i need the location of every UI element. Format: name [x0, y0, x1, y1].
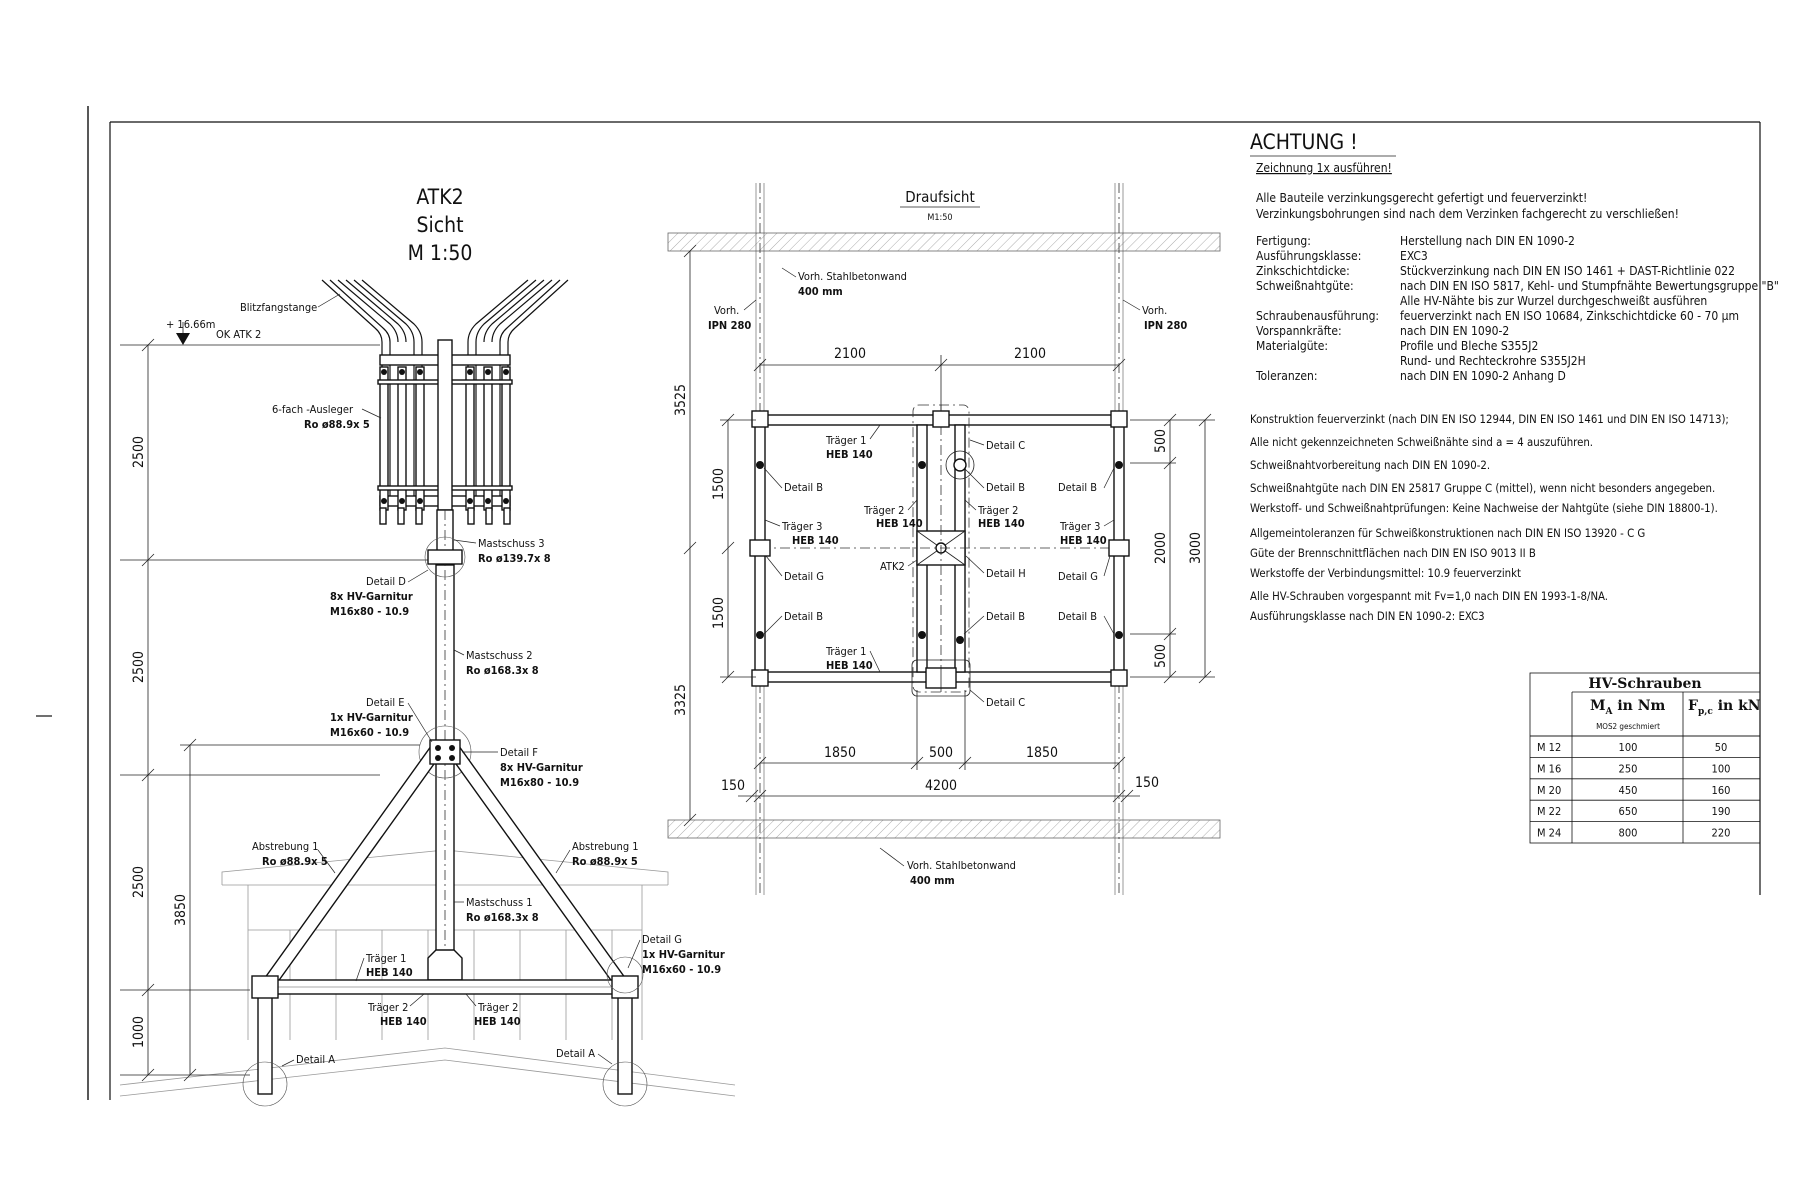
bolt-table	[1530, 673, 1761, 843]
label-mastschuss-2: Mastschuss 2	[466, 649, 533, 662]
label-detail-b-1: Detail B	[784, 481, 824, 494]
spec-label: Ausführungsklasse:	[1256, 249, 1362, 263]
side-view-annotations	[240, 294, 725, 1066]
label-traeger-3-left-size: HEB 140	[792, 534, 839, 547]
side-view-subtitle: Sicht	[416, 213, 464, 237]
general-note: Werkstoffe der Verbindungsmittel: 10.9 feuerverzinkt	[1250, 567, 1521, 580]
plan-frame	[750, 405, 1129, 696]
label-atk2: ATK2	[880, 560, 905, 573]
label-traeger-2-right-size: HEB 140	[978, 517, 1025, 530]
label-wall-top-mm: 400 mm	[798, 285, 843, 298]
bolt-table-fp-head: $F_{p,c}$ in kN	[1688, 698, 1761, 717]
outrigger-6-fold	[378, 340, 512, 524]
label-traeger-2-right: Träger 2	[978, 504, 1019, 517]
bolt-table-title: HV-Schrauben	[1588, 676, 1702, 692]
general-note: Schweißnahtvorbereitung nach DIN EN 1090-2.	[1250, 459, 1491, 472]
dim-bottom-150-right: 150	[1134, 775, 1160, 791]
dim-bottom-1850-left: 1850	[823, 745, 857, 761]
label-detail-f-b: M16x80 - 10.9	[500, 776, 580, 789]
spec-label: Schweißnahtgüte:	[1256, 279, 1354, 293]
side-view-scale: M 1:50	[407, 241, 473, 265]
label-traeger-3-right-size: HEB 140	[1060, 534, 1107, 547]
label-detail-g-left: Detail G	[784, 570, 824, 583]
dim-bottom-1850-right: 1850	[1025, 745, 1059, 761]
side-view	[120, 185, 735, 1106]
label-detail-b-6: Detail B	[1058, 610, 1098, 623]
label-detail-b-3: Detail B	[1058, 481, 1098, 494]
bolt-table-ma-note: MOS2 geschmiert	[1596, 722, 1660, 731]
spec-value: nach DIN EN 1090-2	[1400, 324, 1510, 338]
bolt-table-rows	[1530, 736, 1760, 840]
label-wall-top: Vorh. Stahlbetonwand	[798, 270, 907, 283]
dim-right-500-b: 500	[1153, 643, 1169, 669]
general-note: Ausführungsklasse nach DIN EN 1090-2: EXC3	[1250, 610, 1485, 623]
label-abstrebung-right-size: Ro ø88.9x 5	[572, 855, 638, 868]
dim-top-right: 2100	[1013, 346, 1047, 362]
label-detail-e-a: 1x HV-Garnitur	[330, 711, 413, 724]
bolt-table-ma-head: $M_A$ in Nm	[1590, 698, 1666, 717]
label-traeger-1-top: Träger 1	[826, 434, 867, 447]
label-traeger-2-right-size: HEB 140	[474, 1015, 521, 1028]
spec-label: Zinkschichtdicke:	[1256, 264, 1350, 278]
label-traeger-3-right: Träger 3	[1060, 520, 1101, 533]
general-note: Alle HV-Schrauben vorgespannt mit Fv=1,0 nach DIN EN 1993-1-8/NA.	[1250, 590, 1609, 603]
spec-value: nach DIN EN 1090-2 Anhang D	[1400, 369, 1566, 383]
dim-bottom-4200: 4200	[924, 778, 958, 794]
level-name: OK ATK 2	[216, 328, 262, 341]
label-mastschuss-3-size: Ro ø139.7x 8	[478, 552, 551, 565]
spec-value: Alle HV-Nähte bis zur Wurzel durchgeschweißt ausführen	[1400, 294, 1708, 308]
level-value: + 16.66m	[166, 318, 216, 331]
dim-right-2000: 2000	[1153, 531, 1169, 565]
label-detail-c-top: Detail C	[986, 439, 1026, 452]
label-detail-g: Detail G	[642, 933, 682, 946]
label-detail-g-right: Detail G	[1058, 570, 1098, 583]
notes-list	[1250, 413, 1729, 623]
general-note: Güte der Brennschnittflächen nach DIN EN ISO 9013 II B	[1250, 547, 1536, 560]
spec-label: Toleranzen:	[1256, 369, 1318, 383]
label-ausleger: 6-fach -Ausleger	[272, 403, 354, 416]
bolt-ma-cell: 800	[1618, 826, 1638, 840]
dim-right-3000: 3000	[1188, 531, 1204, 565]
dim-2500-c: 2500	[131, 865, 147, 899]
label-vorh-left: Vorh.	[714, 304, 740, 317]
general-note: Konstruktion feuerverzinkt (nach DIN EN ISO 12944, DIN EN ISO 1461 und DIN EN ISO 14713);	[1250, 413, 1729, 426]
label-detail-e: Detail E	[366, 696, 405, 709]
achtung-subtitle: Zeichnung 1x ausführen!	[1256, 161, 1392, 175]
label-detail-c-bottom: Detail C	[986, 696, 1026, 709]
label-detail-a-right: Detail A	[556, 1047, 596, 1060]
bolt-fp-cell: 50	[1714, 741, 1728, 754]
label-mastschuss-1-size: Ro ø168.3x 8	[466, 911, 539, 924]
general-note: Allgemeintoleranzen für Schweißkonstruktionen nach DIN EN ISO 13920 - C G	[1250, 527, 1646, 540]
plan-view-scale: M1:50	[927, 213, 953, 223]
spec-label: Schraubenausführung:	[1256, 309, 1380, 323]
label-detail-a-left: Detail A	[296, 1053, 336, 1066]
bolt-ma-cell: 650	[1618, 805, 1638, 819]
notes-block	[1250, 130, 1679, 221]
label-vorh-right: Vorh.	[1142, 304, 1168, 317]
label-blitzfangstange: Blitzfangstange	[240, 301, 318, 314]
label-detail-d-b: M16x80 - 10.9	[330, 605, 410, 618]
bolt-size-cell: M 12	[1537, 741, 1562, 754]
spec-value: EXC3	[1400, 249, 1428, 263]
label-abstrebung-right: Abstrebung 1	[572, 840, 639, 853]
ground-beams	[243, 957, 647, 1106]
bolt-ma-cell: 100	[1618, 741, 1638, 754]
achtung-line-1: Alle Bauteile verzinkungsgerecht gefertigt und feuerverzinkt!	[1256, 191, 1588, 205]
label-abstrebung-left: Abstrebung 1	[252, 840, 319, 853]
bolt-size-cell: M 22	[1537, 805, 1562, 819]
label-mastschuss-3: Mastschuss 3	[478, 537, 545, 550]
wall-top	[668, 233, 1220, 251]
spec-label: Fertigung:	[1256, 234, 1311, 248]
label-detail-d: Detail D	[366, 575, 406, 588]
label-ipn-right: IPN 280	[1144, 319, 1188, 332]
dim-3850: 3850	[173, 893, 189, 927]
spec-list	[1255, 234, 1779, 383]
label-mastschuss-2-size: Ro ø168.3x 8	[466, 664, 539, 677]
bolt-fp-cell: 100	[1711, 762, 1731, 776]
label-wall-bottom-mm: 400 mm	[910, 874, 955, 887]
plan-view-title: Draufsicht	[905, 188, 975, 206]
label-ipn-left: IPN 280	[708, 319, 752, 332]
dim-right-500-a: 500	[1153, 428, 1169, 454]
label-ausleger-size: Ro ø88.9x 5	[304, 418, 370, 431]
general-note: Schweißnahtgüte nach DIN EN 25817 Gruppe C (mittel), wenn nicht besonders angegeben.	[1250, 482, 1716, 495]
label-abstrebung-left-size: Ro ø88.9x 5	[262, 855, 328, 868]
dim-left-top: 3525	[673, 383, 689, 417]
spec-value: Profile und Bleche S355J2	[1400, 339, 1539, 353]
dim-left-1500-a: 1500	[711, 467, 727, 501]
bolt-size-cell: M 20	[1537, 783, 1562, 797]
label-traeger-2-left: Träger 2	[368, 1001, 409, 1014]
spec-label: Materialgüte:	[1256, 339, 1329, 353]
label-detail-b-4: Detail B	[784, 610, 824, 623]
spec-label: Vorspannkräfte:	[1256, 324, 1342, 338]
spec-value: nach DIN EN ISO 5817, Kehl- und Stumpfnähte Bewertungsgruppe "B"	[1400, 279, 1779, 293]
general-note: Alle nicht gekennzeichneten Schweißnähte sind a = 4 auszuführen.	[1250, 436, 1594, 449]
label-detail-b-5: Detail B	[986, 610, 1026, 623]
label-detail-g-a: 1x HV-Garnitur	[642, 948, 725, 961]
label-traeger-2-left: Träger 2	[864, 504, 905, 517]
dim-left-1500-b: 1500	[711, 596, 727, 630]
spec-value: Stückverzinkung nach DIN EN ISO 1461 + DAST-Richtlinie 022	[1400, 264, 1736, 278]
label-traeger-1-bottom: Träger 1	[826, 645, 867, 658]
label-traeger-1-top-size: HEB 140	[826, 448, 873, 461]
bolt-ma-cell: 450	[1618, 783, 1638, 797]
dim-2500-b: 2500	[131, 650, 147, 684]
spec-value: Herstellung nach DIN EN 1090-2	[1400, 234, 1575, 248]
dim-bottom-500: 500	[928, 745, 954, 761]
label-traeger-1-size: HEB 140	[366, 966, 413, 979]
general-note: Werkstoff- und Schweißnahtprüfungen: Keine Nachweise der Nahtgüte (siehe DIN 18800-1).	[1250, 502, 1718, 515]
label-detail-g-b: M16x60 - 10.9	[642, 963, 722, 976]
wall-bottom	[668, 820, 1220, 838]
achtung-line-2: Verzinkungsbohrungen sind nach dem Verzinken fachgerecht zu verschließen!	[1256, 207, 1679, 221]
label-mastschuss-1: Mastschuss 1	[466, 896, 533, 909]
dim-left-bottom: 3325	[673, 683, 689, 717]
dim-2500-a: 2500	[131, 435, 147, 469]
bolt-ma-cell: 250	[1618, 762, 1638, 776]
dim-top-left: 2100	[833, 346, 867, 362]
label-detail-d-a: 8x HV-Garnitur	[330, 590, 413, 603]
label-detail-e-b: M16x60 - 10.9	[330, 726, 410, 739]
bolt-fp-cell: 190	[1711, 805, 1731, 819]
label-detail-b-2: Detail B	[986, 481, 1026, 494]
label-traeger-2-right: Träger 2	[478, 1001, 519, 1014]
label-wall-bottom: Vorh. Stahlbetonwand	[907, 859, 1016, 872]
achtung-title: ACHTUNG !	[1250, 130, 1358, 154]
label-traeger-3-left: Träger 3	[782, 520, 823, 533]
side-view-title: ATK2	[416, 185, 464, 209]
label-traeger-1-bottom-size: HEB 140	[826, 659, 873, 672]
label-traeger-2-left-size: HEB 140	[380, 1015, 427, 1028]
bolt-size-cell: M 24	[1537, 826, 1562, 840]
spec-value: feuerverzinkt nach EN ISO 10684, Zinkschichtdicke 60 - 70 µm	[1400, 309, 1740, 323]
level-marker	[120, 318, 380, 345]
spec-value: Rund- und Rechteckrohre S355J2H	[1400, 354, 1586, 368]
bolt-fp-cell: 220	[1711, 826, 1731, 840]
label-traeger-1: Träger 1	[366, 952, 407, 965]
bolt-size-cell: M 16	[1537, 762, 1562, 776]
label-detail-h: Detail H	[986, 567, 1026, 580]
dim-1000: 1000	[131, 1015, 147, 1049]
label-detail-f: Detail F	[500, 746, 538, 759]
bolt-fp-cell: 160	[1711, 783, 1731, 797]
plan-view	[668, 183, 1220, 895]
label-traeger-2-left-size: HEB 140	[876, 517, 923, 530]
dim-bottom-150-left: 150	[720, 778, 746, 794]
label-detail-f-a: 8x HV-Garnitur	[500, 761, 583, 774]
